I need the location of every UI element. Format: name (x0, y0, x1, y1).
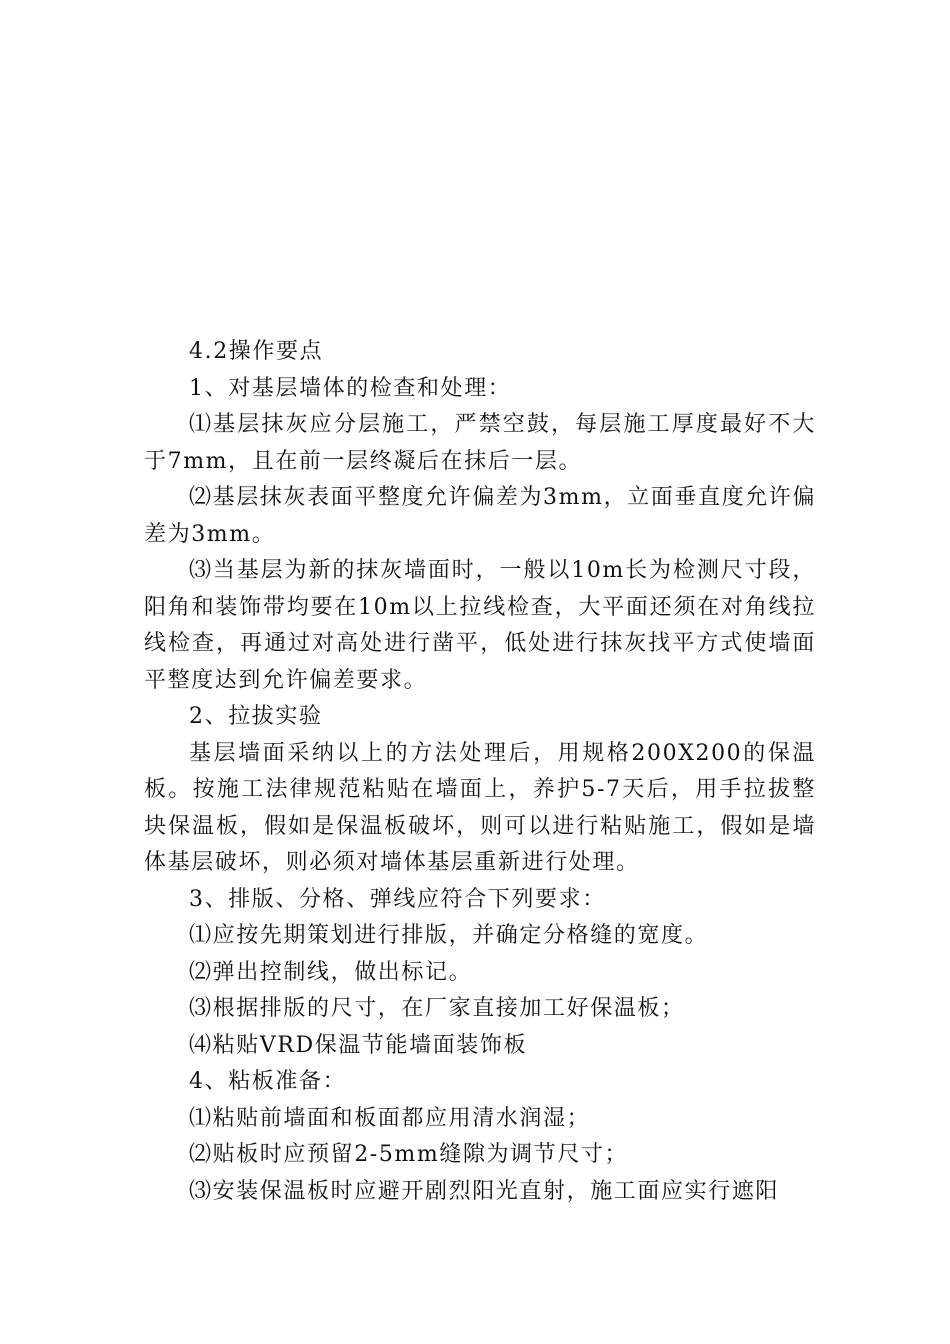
body-paragraph: ⑴基层抹灰应分层施工，严禁空鼓，每层施工厚度最好不大于7mm，且在前一层终凝后在抹后一层。 (144, 412, 816, 474)
body-paragraph: ⑵基层抹灰表面平整度允许偏差为3mm，立面垂直度允许偏差为3mm。 (144, 485, 816, 547)
section-heading: 4.2操作要点 (189, 339, 324, 364)
list-item: ⑵弹出控制线，做出标记。 (189, 959, 473, 985)
subsection-heading: 1、对基层墙体的检查和处理： (189, 375, 512, 401)
list-item: ⑵贴板时应预留2-5mm缝隙为调节尺寸； (189, 1142, 629, 1167)
subsection-heading: 3、排版、分格、弹线应符合下列要求： (189, 886, 606, 912)
list-item: ⑷粘贴VRD保温节能墙面装饰板 (189, 1032, 528, 1058)
list-item: ⑴应按先期策划进行排版，并确定分格缝的宽度。 (189, 923, 709, 948)
list-item: ⑶根据排版的尺寸，在厂家直接加工好保温板； (189, 996, 685, 1021)
subsection-heading: 2、拉拔实验 (189, 704, 323, 729)
body-paragraph: ⑶当基层为新的抹灰墙面时，一般以10m长为检测尺寸段，阳角和装饰带均要在10m以上拉线检查，大平面还须在对角线拉线检查，再通过对高处进行凿平，低处进行抹灰找平方式使墙面平整度达到允许偏差要求。 (144, 558, 816, 693)
document-body (144, 334, 816, 1210)
list-item: ⑴粘贴前墙面和板面都应用清水润湿； (189, 1105, 591, 1131)
subsection-heading: 4、粘板准备： (189, 1069, 347, 1094)
list-item: ⑶安装保温板时应避开剧烈阳光直射，施工面应实行遮阳 (189, 1178, 780, 1204)
body-paragraph: 基层墙面采纳以上的方法处理后，用规格200X200的保温板。按施工法律规范粘贴在墙面上，养护5-7天后，用手拉拔整块保温板，假如是保温板破坏，则可以进行粘贴施工，假如是墙体基层破坏，则必须对墙体基层重新进行处理。 (144, 740, 816, 875)
